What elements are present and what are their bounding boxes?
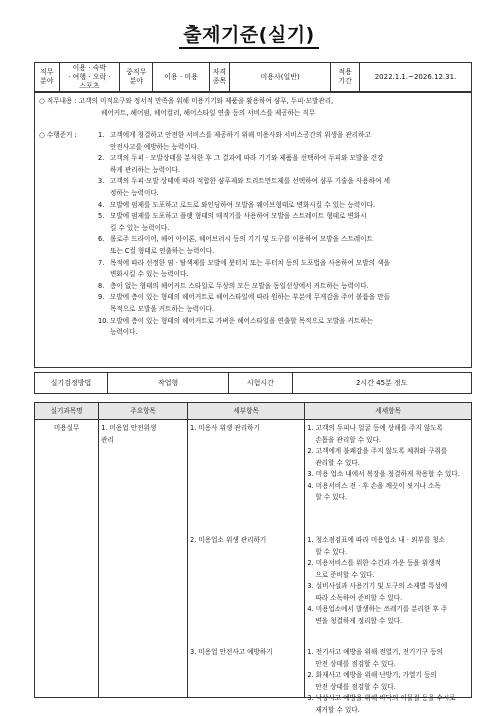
cert-label-text: 자격 종목 xyxy=(212,68,227,85)
job-description-section xyxy=(34,92,472,368)
criteria-number: 2. xyxy=(98,154,105,163)
criteria-item-line: 5. 모발에 펌제를 도포하고 플랫 형태의 매직기를 사용하여 모발을 스트레이트 형태로 변화시 xyxy=(98,212,367,221)
detail-line: 2. 미용서비스를 위한 수건과 가운 등을 위생적 xyxy=(307,559,441,567)
sub-field-label xyxy=(120,63,153,92)
column-header: 세세항목 xyxy=(305,403,472,420)
details-cell xyxy=(305,420,472,714)
cert-label xyxy=(209,63,229,92)
sub-item: 2. 미용업소 위생 관리하기 xyxy=(190,536,267,544)
criteria-item-line: 10. 모발에 층이 있는 형태의 헤어커트로 가벼운 헤어스타일을 연출할 목적으로 모발을 커트하는 xyxy=(98,316,374,325)
sub-item: 1. 미용사 위생 관리하기 xyxy=(190,424,260,432)
exam-criteria-table xyxy=(34,402,472,714)
criteria-item-line: 목적으로 모발을 커트하는 능력이다. xyxy=(110,305,214,313)
detail-line: 변을 청결하게 정리할 수 있다. xyxy=(315,616,403,625)
detail-line: 할 수 있다. xyxy=(315,493,348,501)
criteria-item-line: 또는 C컬 형태로 연출하는 능력이다. xyxy=(110,247,215,255)
sub-items-cell xyxy=(188,420,305,698)
criteria-item-line: 8. 층이 없는 형태의 헤어커트 스타일로 두상의 모든 모발을 동일선상에서 커트하는 능력이다. xyxy=(98,281,369,290)
criteria-item-line: 6. 롤로주 드라이어, 헤어 아이론, 헤어브러시 등의 기기 및 도구를 이용하여 모발을 스트레이트 xyxy=(98,235,373,244)
criteria-item-line: 1. 고객에게 청결하고 안전한 서비스를 제공하기 위해 미용사와 서비스공간의 위생을 관리하고 xyxy=(98,131,371,139)
detail-line: 3. 설비사설과 사용기기 및 도구의 소재별 특성에 xyxy=(307,582,448,590)
detail-line: 으로 준비할 수 있다. xyxy=(315,570,375,579)
job-content-line: ○ 직무내용 : 고객의 미적요구와 정서적 만족을 위해 미용기기와 제품을 활용하여 샴푸, 두피·모발관리, xyxy=(39,97,334,105)
criteria-item-line: 안전사고를 예방하는 능력이다. xyxy=(110,142,200,151)
main-item-text: 1. 미용업 안전위생 관리 xyxy=(101,424,157,444)
detail-line: 3. 미용 업소 내에서 복장을 청결하게 착용할 수 있다. xyxy=(307,470,460,478)
page-title: 출제기준(실기) xyxy=(0,20,498,47)
detail-line: 관리할 수 있다. xyxy=(315,458,360,467)
criteria-item-line: 킬 수 있는 능력이다. xyxy=(110,223,170,232)
exam-info-table xyxy=(34,372,472,394)
period-label-text: 적용 기간 xyxy=(338,68,352,85)
exam-method-label: 실기검정방법 xyxy=(35,373,108,394)
detail-line: 4. 미용업소에서 발생하는 쓰레기를 분리한 후 주 xyxy=(307,605,448,613)
exam-method-value: 작업형 xyxy=(107,373,228,394)
detail-line: 1. 전기사고 예방을 위해 전열기, 전기기구 등의 xyxy=(307,648,443,656)
column-header: 세부항목 xyxy=(188,403,305,420)
detail-line: 따라 소독하여 준비할 수 있다. xyxy=(315,593,403,602)
field-value xyxy=(59,63,120,92)
qualification-header-table xyxy=(34,62,472,92)
column-header: 주요항목 xyxy=(99,403,188,420)
field-label-text: 직무 분야 xyxy=(39,68,54,85)
main-item-cell xyxy=(99,420,188,698)
criteria-item-line: 변화시킬 수 있는 능력이다. xyxy=(110,270,189,279)
criteria-item-line: 7. 목적에 따라 선정한 염 · 탈색제를 모발에 붓터치 또는 푸터치 등의 도포법을 사용하여 모발의 색을 xyxy=(98,258,390,267)
detail-line: 손톱을 관리할 수 있다. xyxy=(315,435,382,444)
detail-line: 안전 상태를 점검할 수 있다. xyxy=(315,659,396,668)
criteria-item-line: 4. 모발에 펌제를 도포하고 로드로 와인딩하여 모발을 웨이브형태로 변화시킬 수 있는 능력이다. xyxy=(98,200,376,209)
detail-line: 제거할 수 있다. xyxy=(315,705,360,714)
criteria-item-line: 3. 고객의 두피·모발 상태에 따라 적합한 샴푸제와 트리트먼트제를 선택하여 샴푸 기술을 사용하여 세 xyxy=(98,177,390,186)
column-header: 실기과목명 xyxy=(35,403,99,420)
criteria-number: 9. xyxy=(98,293,105,302)
sub-field-label-text: 중직무 분야 xyxy=(126,68,147,85)
detail-line: 1. 고객의 두피나 얼굴 등에 상해를 주지 않도록 xyxy=(307,424,443,432)
exam-time-label: 시험시간 xyxy=(229,373,292,394)
detail-line: 4. 미용서비스 전 · 후 손을 깨끗이 씻거나 소독 xyxy=(307,481,441,490)
detail-line: 할 수 있다. xyxy=(315,547,348,556)
criteria-item-line: 정하는 능력이다. xyxy=(110,189,159,197)
criteria-label: ○ 수행준거 : xyxy=(39,131,77,139)
exam-time-value: 2시간 45분 정도 xyxy=(292,373,471,394)
period-label xyxy=(331,63,360,92)
job-content-line: 헤어커트, 헤어펌, 헤어컬러, 헤어스타일 연출 등의 서비스를 제공하는 직무 xyxy=(101,108,316,117)
detail-line: 2. 화재사고 예방을 위해 난방기, 가열기 등의 xyxy=(307,671,437,679)
criteria-number: 8. xyxy=(98,281,105,290)
criteria-item-line: 능력이다. xyxy=(110,328,138,337)
criteria-number: 6. xyxy=(98,235,105,244)
field-label xyxy=(35,63,60,92)
criteria-number: 7. xyxy=(98,258,105,267)
period-value: 2022.1.1.~2026.12.31. xyxy=(360,63,472,92)
detail-line: 2. 고객에게 불쾌감을 주지 않도록 체취와 구취를 xyxy=(307,447,448,455)
criteria-number: 10. xyxy=(98,316,109,325)
criteria-number: 4. xyxy=(98,200,105,209)
detail-line: 1. 청소점검표에 따라 미용업소 내 · 외부를 청소 xyxy=(307,536,446,544)
cert-value: 미용사(일반) xyxy=(230,63,331,92)
criteria-number: 1. xyxy=(98,131,105,139)
criteria-item-line: 2. 고객의 두피 · 모발상태를 분석한 후 그 결과에 따라 기기와 제품을 선택하여 두피와 모발을 건강 xyxy=(98,154,384,163)
criteria-number: 3. xyxy=(98,177,105,186)
sub-field-value: 이용 · 미용 xyxy=(153,63,209,92)
subject-cell: 미용실무 xyxy=(35,420,99,698)
criteria-item-line: 9. 모발에 층이 있는 형태의 헤어커트로 헤어스타일에 따라 원하는 부분에 무게감을 주어 볼륨을 만들 xyxy=(98,293,390,302)
detail-line: 3. 낙상사고 예방을 위해 바닥의 이물질 등을 수시로 xyxy=(307,694,456,702)
detail-line: 안전 상태를 점검할 수 있다. xyxy=(315,682,396,691)
criteria-number: 5. xyxy=(98,212,105,221)
criteria-item-line: 하게 관리하는 능력이다. xyxy=(110,165,180,174)
field-value-text: 이용 · 숙박 · 여행 · 오락 · 스포츠 xyxy=(68,63,111,90)
sub-item: 3. 미용업 안전사고 예방하기 xyxy=(190,648,273,656)
